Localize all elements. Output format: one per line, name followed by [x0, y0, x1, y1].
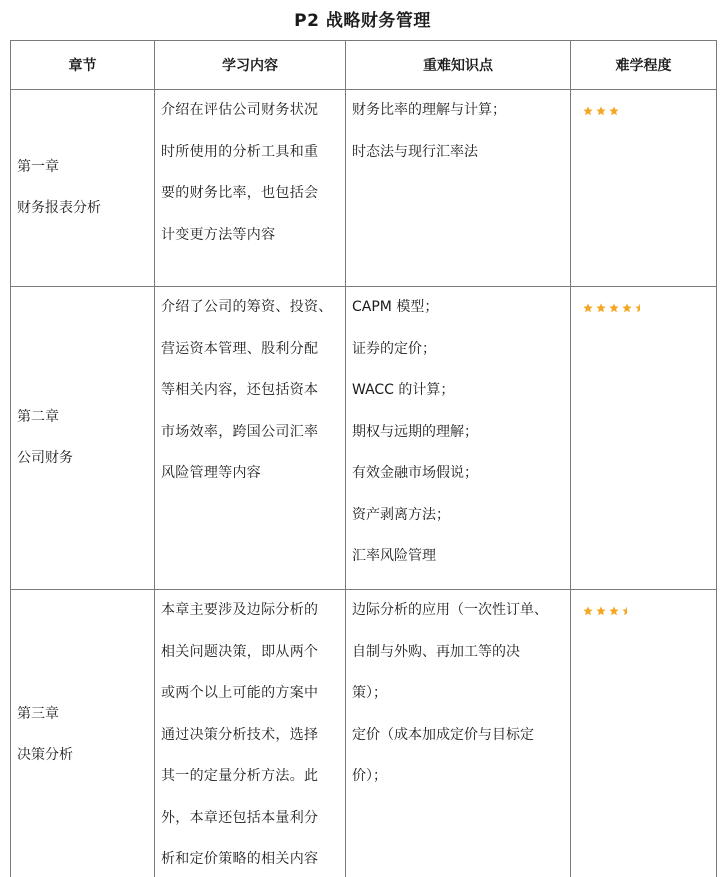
key-point: 时态法与现行汇率法 — [352, 143, 478, 160]
table-header-row — [11, 41, 717, 90]
star-icon — [596, 106, 606, 116]
key-points-cell — [346, 287, 571, 590]
chapter-name: 财务报表分析 — [17, 200, 101, 216]
content-line: 本章主要涉及边际分析的 — [161, 602, 319, 618]
star-icon — [583, 106, 593, 116]
key-point: 资产剥离方法； — [352, 506, 450, 523]
content-line: 营运资本管理、股利分配 — [161, 340, 319, 357]
chapter-name: 决策分析 — [17, 747, 73, 764]
chapter-name: 公司财务 — [17, 450, 73, 466]
key-point: 自制与外购、再加工等的决 — [352, 643, 520, 660]
page-title: P2 战略财务管理 — [294, 11, 431, 31]
star-icon — [596, 303, 606, 313]
star-icon — [609, 303, 619, 313]
content-line: 计变更方法等内容 — [161, 226, 276, 243]
content-line: 外，本章还包括本量利分 — [161, 809, 319, 826]
key-points-cell — [346, 590, 571, 877]
key-point: 财务比率的理解与计算； — [352, 102, 506, 118]
key-point: 证券的定价； — [352, 340, 436, 357]
key-point: 期权与远期的理解； — [352, 423, 478, 440]
key-point: WACC 的计算； — [352, 382, 455, 398]
content-line: 时所使用的分析工具和重 — [161, 143, 319, 160]
key-point: 边际分析的应用（一次性订单、 — [352, 602, 548, 618]
chapter-cell — [11, 90, 155, 287]
half-star-icon — [635, 303, 645, 313]
content-line: 风险管理等内容 — [161, 465, 262, 481]
half-star-icon — [622, 606, 632, 616]
table-row — [11, 590, 717, 877]
key-point: 定价（成本加成定价与目标定 — [352, 726, 534, 743]
chapter-number: 第三章 — [17, 705, 59, 722]
key-point: 价）； — [352, 768, 387, 784]
difficulty-cell — [571, 287, 717, 590]
star-icon — [596, 606, 606, 616]
content-line: 要的财务比率，也包括会 — [161, 185, 319, 201]
table-row — [11, 287, 717, 590]
content-cell — [155, 90, 346, 287]
content-line: 市场效率，跨国公司汇率 — [161, 423, 319, 440]
difficulty-cell — [571, 590, 717, 877]
content-line: 析和定价策略的相关内容 — [161, 851, 319, 867]
content-line: 通过决策分析技术，选择 — [161, 726, 319, 743]
key-point: CAPM 模型； — [352, 299, 439, 315]
content-cell — [155, 590, 346, 877]
content-cell — [155, 287, 346, 590]
table-row — [11, 90, 717, 287]
difficulty-cell — [571, 90, 717, 287]
key-points-cell — [346, 90, 571, 287]
header-content: 学习内容 — [155, 41, 346, 90]
chapter-cell — [11, 590, 155, 877]
star-icon — [609, 106, 619, 116]
star-icon — [583, 303, 593, 313]
star-icon — [609, 606, 619, 616]
content-line: 或两个以上可能的方案中 — [161, 685, 319, 701]
header-chapter: 章节 — [11, 41, 155, 90]
chapter-number: 第一章 — [17, 158, 59, 175]
chapter-cell — [11, 287, 155, 590]
star-icon — [622, 303, 632, 313]
chapter-number: 第二章 — [17, 408, 59, 425]
content-line: 其一的定量分析方法。此 — [161, 768, 319, 784]
content-line: 等相关内容，还包括资本 — [161, 382, 319, 398]
content-line: 相关问题决策，即从两个 — [161, 643, 319, 660]
header-key-points: 重难知识点 — [346, 41, 571, 90]
course-table — [10, 40, 717, 877]
key-point: 策）； — [352, 685, 387, 701]
key-point: 汇率风险管理 — [352, 548, 436, 564]
star-icon — [583, 606, 593, 616]
header-difficulty: 难学程度 — [571, 41, 717, 90]
content-line: 介绍了公司的筹资、投资、 — [161, 299, 333, 315]
key-point: 有效金融市场假说； — [352, 465, 478, 481]
content-line: 介绍在评估公司财务状况 — [161, 102, 319, 118]
